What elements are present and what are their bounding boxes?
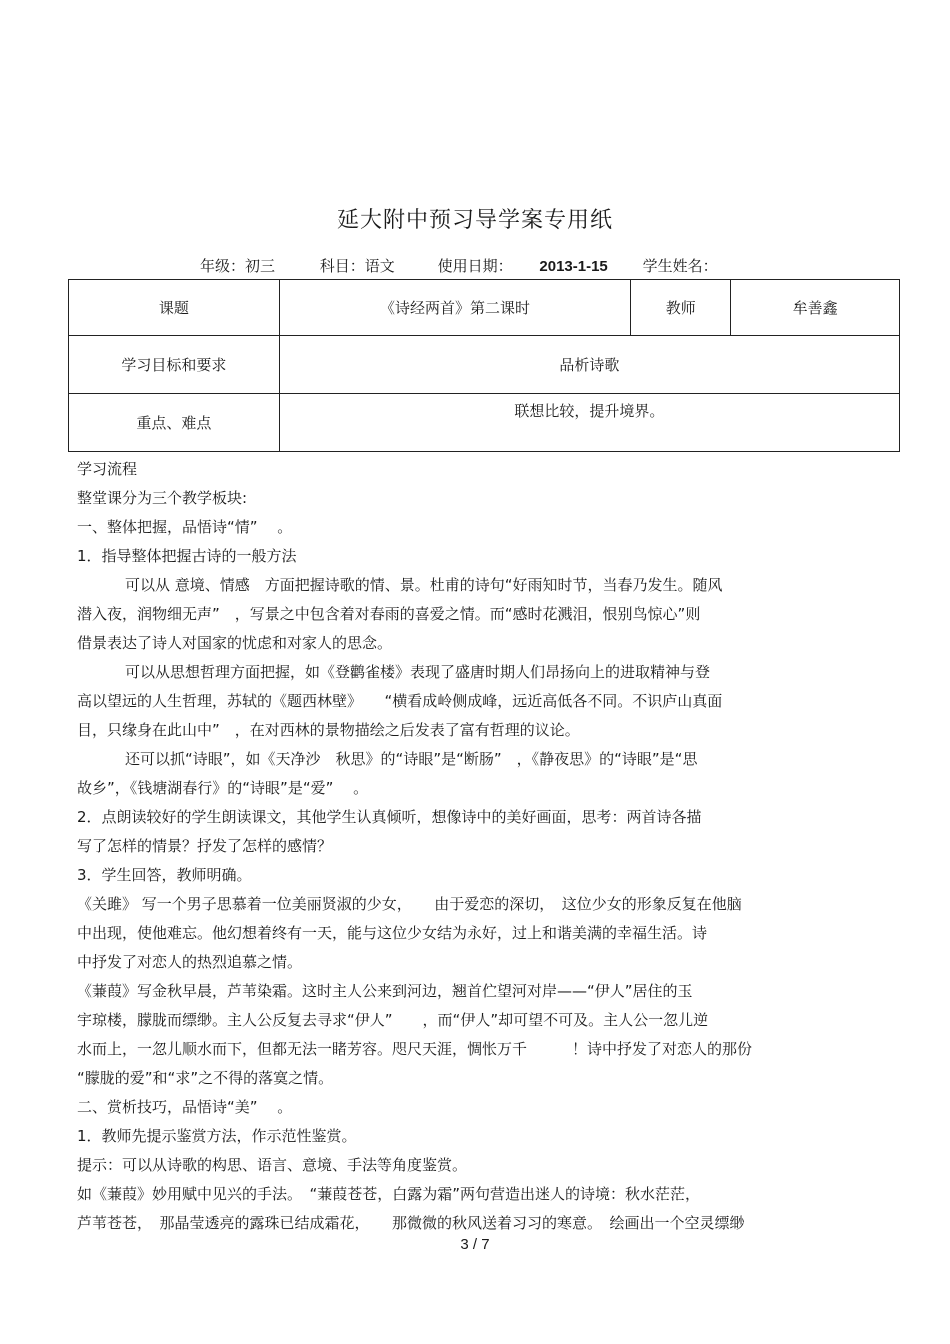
text-line: 整堂课分为三个教学板块:	[77, 489, 248, 507]
topic-row	[69, 280, 900, 336]
teacher-value: 牟善鑫	[731, 280, 900, 336]
text-line: 提示：可以从诗歌的构思、语言、意境、手法等角度鉴赏。	[77, 1156, 468, 1174]
topic-value: 《诗经两首》第二课时	[279, 280, 631, 336]
key-label: 重点、难点	[69, 394, 280, 452]
text-line: 高以望远的人生哲理，苏轼的《题西林壁》 “横看成岭侧成峰，远近高低各不同。不识庐山真面	[77, 692, 723, 710]
text-line: 《蒹葭》写金秋早晨，芦苇染霜。这时主人公来到河边，翘首伫望河对岸——“伊人”居住的玉	[77, 982, 693, 1000]
goal-value: 品析诗歌	[279, 336, 899, 394]
header-table	[68, 279, 900, 452]
text-line: 水而上，一忽儿顺水而下，但都无法一睹芳容。咫尺天涯，惆怅万千 ！诗中抒发了对恋人的那份	[77, 1040, 753, 1058]
student-name-label: 学生姓名：	[642, 257, 718, 275]
subject-text: 科目：语文	[319, 257, 395, 275]
text-line: 潜入夜，润物细无声” ，写景之中包含着对春雨的喜爱之情。而“感时花溅泪，恨别鸟惊心”则	[77, 605, 701, 623]
text-line: 一、整体把握，品悟诗“情” 。	[77, 518, 293, 536]
text-line: 写了怎样的情景？抒发了怎样的感情？	[77, 837, 333, 855]
text-line: 可以从思想哲理方面把握，如《登鹳雀楼》表现了盛唐时期人们昂扬向上的进取精神与登	[125, 663, 711, 681]
grade-text: 年级：初三	[200, 257, 276, 275]
text-line: 二、赏析技巧，品悟诗“美” 。	[77, 1098, 293, 1116]
text-line: 中抒发了对恋人的热烈追慕之情。	[77, 953, 303, 971]
text-line: 芦苇苍苍， 那晶莹透亮的露珠已结成霜花， 那微微的秋风送着习习的寒意。 绘画出一个空灵缥缈	[77, 1214, 745, 1232]
text-line: 故乡”，《钱塘湖春行》的“诗眼”是“爱” 。	[77, 779, 369, 797]
key-row	[69, 394, 900, 452]
goal-row	[69, 336, 900, 394]
page-title: 延大附中预习导学案专用纸	[336, 208, 613, 233]
text-line: 2．点朗读较好的学生朗读课文，其他学生认真倾听，想像诗中的美好画面，思考：两首诗各描	[77, 808, 702, 826]
text-line: 中出现，使他难忘。他幻想着终有一天，能与这位少女结为永好，过上和谐美满的幸福生活。诗	[77, 924, 708, 942]
text-line: 1．指导整体把握古诗的一般方法	[77, 547, 297, 565]
body-text	[77, 455, 867, 1238]
topic-label: 课题	[69, 280, 280, 336]
text-line: 1．教师先提示鉴赏方法，作示范性鉴赏。	[77, 1127, 357, 1145]
key-value: 联想比较，提升境界。	[279, 394, 899, 452]
text-line: “朦胧的爱”和“求”之不得的落寞之情。	[77, 1069, 334, 1087]
text-line: 还可以抓“诗眼”，如《天净沙 秋思》的“诗眼”是“断肠” ，《静夜思》的“诗眼”是“思	[125, 750, 698, 768]
text-line: 《关雎》 写一个男子思慕着一位美丽贤淑的少女， 由于爱恋的深切， 这位少女的形象反复在他脑	[77, 895, 742, 913]
text-line: 可以从 意境、情感 方面把握诗歌的情、景。杜甫的诗句“好雨知时节，当春乃发生。随风	[125, 576, 723, 594]
date-label: 使用日期：	[437, 257, 513, 275]
goal-label: 学习目标和要求	[69, 336, 280, 394]
text-line: 如《蒹葭》妙用赋中见兴的手法。 “蒹葭苍苍，白露为霜”两句营造出迷人的诗境：秋水茫茫，	[77, 1185, 701, 1203]
text-line: 学习流程	[77, 460, 138, 478]
info-row	[200, 255, 718, 276]
date-value: 2013-1-15	[539, 258, 608, 275]
text-line: 借景表达了诗人对国家的忧虑和对家人的思念。	[77, 634, 393, 652]
text-line: 目，只缘身在此山中” ，在对西林的景物描绘之后发表了富有哲理的议论。	[77, 721, 580, 739]
text-line: 3．学生回答，教师明确。	[77, 866, 252, 884]
text-line: 宇琼楼，朦胧而缥缈。主人公反复去寻求“伊人” ，而“伊人”却可望不可及。主人公一忽儿逆	[77, 1011, 709, 1029]
page-number: 3 / 7	[460, 1236, 490, 1253]
teacher-label: 教师	[631, 280, 731, 336]
